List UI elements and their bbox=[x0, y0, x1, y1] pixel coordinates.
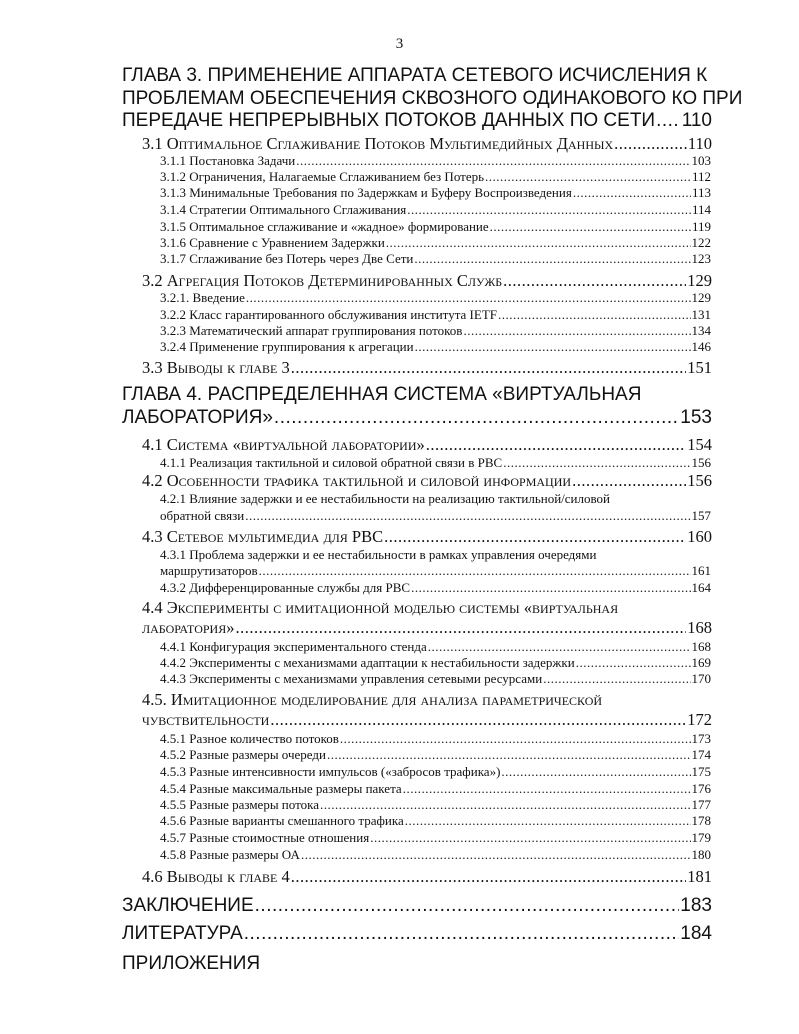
toc-entry-title: ПРОБЛЕМАМ ОБЕСПЕЧЕНИЯ СКВОЗНОГО ОДИНАКОВОГО КО ПРИ bbox=[122, 88, 743, 109]
toc-entry-level2 bbox=[142, 435, 712, 455]
toc-entry-title: 4.5.2 Разные размеры очереди bbox=[160, 747, 326, 762]
toc-page-number: 112 bbox=[691, 169, 711, 184]
toc-page-number: 172 bbox=[687, 710, 712, 729]
dot-leader bbox=[340, 731, 691, 747]
toc-page-number: 146 bbox=[691, 339, 711, 354]
toc-entry-title: ГЛАВА 4. РАСПРЕДЕЛЕННАЯ СИСТЕМА «ВИРТУАЛЬНАЯ bbox=[122, 384, 642, 405]
toc-entry-level1 bbox=[122, 407, 712, 429]
toc-entry-title: ГЛАВА 3. ПРИМЕНЕНИЕ АППАРАТА СЕТЕВОГО ИСЧИСЛЕНИЯ К bbox=[122, 65, 708, 86]
toc-entry-title: 3.2.1. Введение bbox=[160, 290, 245, 305]
toc-entry-title: лаборатория» bbox=[142, 618, 235, 637]
dot-leader bbox=[415, 339, 691, 355]
toc-entry-title: 4.5. Имитационное моделирование для анализа параметрической bbox=[142, 690, 603, 709]
toc-entry-level3 bbox=[160, 580, 711, 596]
toc-entry-level2 bbox=[142, 271, 712, 291]
toc-entry-level3 bbox=[160, 563, 711, 579]
toc-entry-title: 3.2.3 Математический аппарат группирования потоков bbox=[160, 323, 463, 338]
toc-page-number: 131 bbox=[691, 307, 711, 322]
toc-entry-title: 4.1 Система «виртуальной лаборатории» bbox=[142, 435, 425, 454]
toc-page-number: 154 bbox=[687, 435, 712, 454]
toc-entry-title: 4.2.1 Влияние задержки и ее нестабильности на реализацию тактильной/силовой bbox=[160, 491, 610, 506]
dot-leader bbox=[503, 271, 686, 291]
toc-entry-title: 4.5.8 Разные размеры ОА bbox=[160, 847, 300, 862]
toc-entry-title: чувствительности bbox=[142, 710, 270, 729]
dot-leader bbox=[463, 323, 690, 339]
toc-page-number: 168 bbox=[691, 639, 711, 654]
toc-entry-title: 3.2.4 Применение группирования к агрегации bbox=[160, 339, 414, 354]
toc-entry-level3 bbox=[160, 655, 711, 671]
toc-entry-level3 bbox=[160, 731, 711, 747]
toc-page-number: 181 bbox=[687, 867, 712, 886]
dot-leader bbox=[572, 471, 686, 491]
toc-page-number: 129 bbox=[691, 290, 711, 305]
toc-entry-title: 3.1 Оптимальное Сглаживание Потоков Мультимедийных Данных bbox=[142, 134, 614, 153]
toc-entry-level1 bbox=[122, 923, 712, 945]
dot-leader bbox=[490, 219, 691, 235]
toc-entry-level2 bbox=[142, 358, 712, 378]
dot-leader bbox=[255, 895, 680, 917]
toc-page-number: 164 bbox=[691, 580, 711, 595]
toc-entry-title: 4.4.3 Эксперименты с механизмами управления сетевыми ресурсами bbox=[160, 671, 543, 686]
toc-page-number: 134 bbox=[691, 323, 711, 338]
toc-page-number: 110 bbox=[681, 110, 712, 131]
toc-entry-level3 bbox=[160, 219, 711, 235]
toc-entry-title: 4.1.1 Реализация тактильной и силовой обратной связи в РВС bbox=[160, 455, 503, 470]
toc-page-number: 113 bbox=[691, 185, 711, 200]
toc-page-number: 180 bbox=[691, 847, 711, 862]
toc-entry-title: 3.1.3 Минимальные Требования по Задержкам и Буферу Воспроизведения bbox=[160, 185, 572, 200]
dot-leader bbox=[426, 435, 686, 455]
toc-entry-level3 bbox=[160, 455, 711, 471]
toc-entry-title: 3.1.5 Оптимальное сглаживание и «жадное» формирование bbox=[160, 219, 489, 234]
toc-entry-level2 bbox=[142, 710, 712, 730]
toc-entry-title: 3.1.7 Сглаживание без Потерь через Две Сети bbox=[160, 251, 414, 266]
toc-entry-level3 bbox=[160, 290, 711, 306]
toc-page-number: 168 bbox=[687, 618, 712, 637]
toc-entry-level1 bbox=[122, 65, 712, 87]
dot-leader bbox=[414, 251, 690, 267]
toc-entry-level3 bbox=[160, 813, 711, 829]
toc-entry-title: 3.1.2 Ограничения, Налагаемые Сглаживанием без Потерь bbox=[160, 169, 485, 184]
toc-page-number: 173 bbox=[691, 731, 711, 746]
toc-entry-title: ЗАКЛЮЧЕНИЕ bbox=[122, 895, 254, 916]
dot-leader bbox=[270, 710, 686, 730]
toc-entry-title: ПРИЛОЖЕНИЯ bbox=[122, 953, 261, 974]
dot-leader bbox=[407, 202, 691, 218]
dot-leader bbox=[244, 923, 680, 945]
toc-entry-title: 4.5.4 Разные максимальные размеры пакета bbox=[160, 781, 402, 796]
dot-leader bbox=[235, 618, 686, 638]
toc-page-number: 156 bbox=[691, 455, 711, 470]
toc-entry-title: 3.1.1 Постановка Задачи bbox=[160, 153, 296, 168]
toc-entry-title: обратной связи bbox=[160, 508, 245, 523]
toc-page-number: 119 bbox=[691, 219, 711, 234]
dot-leader bbox=[245, 508, 690, 524]
toc-entry-title: 3.3 Выводы к главе 3 bbox=[142, 358, 290, 377]
toc-entry-title: 4.5.6 Разные варианты смешанного трафика bbox=[160, 813, 404, 828]
toc-entry-level3 bbox=[160, 491, 711, 507]
toc-entry-level3 bbox=[160, 235, 711, 251]
toc-entry-level1 bbox=[122, 895, 712, 917]
dot-leader bbox=[405, 813, 691, 829]
toc-page-number: 170 bbox=[691, 671, 711, 686]
toc-page-number: 129 bbox=[687, 271, 712, 290]
toc-entry-level3 bbox=[160, 764, 711, 780]
toc-entry-level1 bbox=[122, 110, 712, 132]
toc-entry-level3 bbox=[160, 547, 711, 563]
toc-entry-level3 bbox=[160, 202, 711, 218]
toc-entry-level2 bbox=[142, 134, 712, 154]
toc-entry-level3 bbox=[160, 153, 711, 169]
toc-page-number: 114 bbox=[691, 202, 711, 217]
dot-leader bbox=[327, 747, 691, 763]
toc-entry-level2 bbox=[142, 471, 712, 491]
toc-page-number: 153 bbox=[680, 407, 712, 428]
toc-page-number: 157 bbox=[691, 508, 711, 523]
toc-entry-level1 bbox=[122, 953, 712, 975]
toc-entry-title: 4.2 Особенности трафика тактильной и силовой информации bbox=[142, 471, 572, 490]
dot-leader bbox=[370, 830, 690, 846]
toc-page-number: 178 bbox=[691, 813, 711, 828]
toc-entry-title: 4.4.2 Эксперименты с механизмами адаптации к нестабильности задержки bbox=[160, 655, 575, 670]
toc-page-number: 169 bbox=[691, 655, 711, 670]
toc-page-number: 179 bbox=[691, 830, 711, 845]
toc-entry-level3 bbox=[160, 251, 711, 267]
toc-entry-title: 3.2 Агрегация Потоков Детерминированных Служб bbox=[142, 271, 503, 290]
toc-entry-level1 bbox=[122, 384, 712, 406]
toc-entry-level3 bbox=[160, 797, 711, 813]
dot-leader bbox=[576, 655, 691, 671]
toc-entry-level3 bbox=[160, 781, 711, 797]
toc-entry-level3 bbox=[160, 169, 711, 185]
toc-entry-title: 4.4.1 Конфигурация экспериментального стенда bbox=[160, 639, 427, 654]
toc-entry-level3 bbox=[160, 323, 711, 339]
toc-entry-level3 bbox=[160, 747, 711, 763]
toc-entry-title: 4.5.7 Разные стоимостные отношения bbox=[160, 830, 370, 845]
dot-leader bbox=[411, 580, 690, 596]
toc-entry-level1 bbox=[122, 88, 743, 110]
dot-leader bbox=[246, 290, 691, 306]
toc-entry-level2 bbox=[142, 690, 712, 710]
toc-entry-level2 bbox=[142, 527, 712, 547]
toc-entry-title: 4.3.2 Дифференцированные службы для РВС bbox=[160, 580, 411, 595]
toc-entry-title: 4.3 Сетевое мультимедиа для РВС bbox=[142, 527, 384, 546]
dot-leader bbox=[274, 407, 679, 429]
toc-entry-title: 3.1.4 Стратегии Оптимального Сглаживания bbox=[160, 202, 407, 217]
dot-leader bbox=[501, 764, 690, 780]
toc-page-number: 156 bbox=[687, 471, 712, 490]
toc-entry-level2 bbox=[142, 598, 712, 618]
toc-entry-level3 bbox=[160, 639, 711, 655]
dot-leader bbox=[291, 358, 687, 378]
toc-entry-title: 4.3.1 Проблема задержки и ее нестабильности в рамках управления очередями bbox=[160, 547, 597, 562]
dot-leader bbox=[573, 185, 691, 201]
toc-page-number: 110 bbox=[687, 134, 712, 153]
dot-leader bbox=[296, 153, 690, 169]
toc-page-number: 184 bbox=[680, 923, 712, 944]
toc-entry-title: 4.5.5 Разные размеры потока bbox=[160, 797, 319, 812]
toc-entry-title: 4.5.3 Разные интенсивности импульсов («забросов трафика») bbox=[160, 764, 501, 779]
toc-page-number: 151 bbox=[687, 358, 712, 377]
toc-page-number: 175 bbox=[691, 764, 711, 779]
dot-leader bbox=[259, 563, 691, 579]
dot-leader bbox=[485, 169, 691, 185]
toc-entry-title: 4.6 Выводы к главе 4 bbox=[142, 867, 290, 886]
toc-page-number: 161 bbox=[691, 563, 711, 578]
toc-entry-level3 bbox=[160, 671, 711, 687]
toc-entry-level3 bbox=[160, 185, 711, 201]
toc-page-number: 177 bbox=[691, 797, 711, 812]
toc-page-number: 103 bbox=[691, 153, 711, 168]
toc-entry-title: 3.2.2 Класс гарантированного обслуживания института IETF bbox=[160, 307, 497, 322]
dot-leader bbox=[614, 134, 687, 154]
toc-entry-level2 bbox=[142, 618, 712, 638]
toc-page-number: 174 bbox=[691, 747, 711, 762]
dot-leader bbox=[403, 781, 691, 797]
dot-leader bbox=[498, 307, 691, 323]
toc-entry-level3 bbox=[160, 830, 711, 846]
dot-leader bbox=[384, 527, 686, 547]
toc-entry-title: 4.5.1 Разное количество потоков bbox=[160, 731, 339, 746]
toc-page-number: 183 bbox=[680, 895, 712, 916]
dot-leader bbox=[503, 455, 690, 471]
toc-page-number: 122 bbox=[691, 235, 711, 250]
toc-entry-title: маршрутизаторов bbox=[160, 563, 258, 578]
dot-leader bbox=[320, 797, 691, 813]
dot-leader bbox=[428, 639, 691, 655]
toc-page-number: 160 bbox=[687, 527, 712, 546]
toc-entry-level3 bbox=[160, 307, 711, 323]
toc-entry-level3 bbox=[160, 508, 711, 524]
toc-entry-title: ЛИТЕРАТУРА bbox=[122, 923, 243, 944]
toc-entry-level3 bbox=[160, 339, 711, 355]
dot-leader bbox=[386, 235, 691, 251]
dot-leader bbox=[656, 110, 681, 132]
page-number: 3 bbox=[395, 36, 404, 52]
toc-entry-title: 4.4 Эксперименты с имитационной моделью системы «виртуальная bbox=[142, 598, 619, 617]
toc-page-number: 176 bbox=[691, 781, 711, 796]
toc-entry-level3 bbox=[160, 847, 711, 863]
toc-entry-title: ПЕРЕДАЧЕ НЕПРЕРЫВНЫХ ПОТОКОВ ДАННЫХ ПО СЕТИ bbox=[122, 110, 656, 131]
dot-leader bbox=[301, 847, 691, 863]
toc-entry-title: 3.1.6 Сравнение с Уравнением Задержки bbox=[160, 235, 385, 250]
dot-leader bbox=[543, 671, 690, 687]
toc-entry-title: ЛАБОРАТОРИЯ» bbox=[122, 407, 273, 428]
dot-leader bbox=[291, 867, 687, 887]
toc-entry-level2 bbox=[142, 867, 712, 887]
toc-page-number: 123 bbox=[691, 251, 711, 266]
